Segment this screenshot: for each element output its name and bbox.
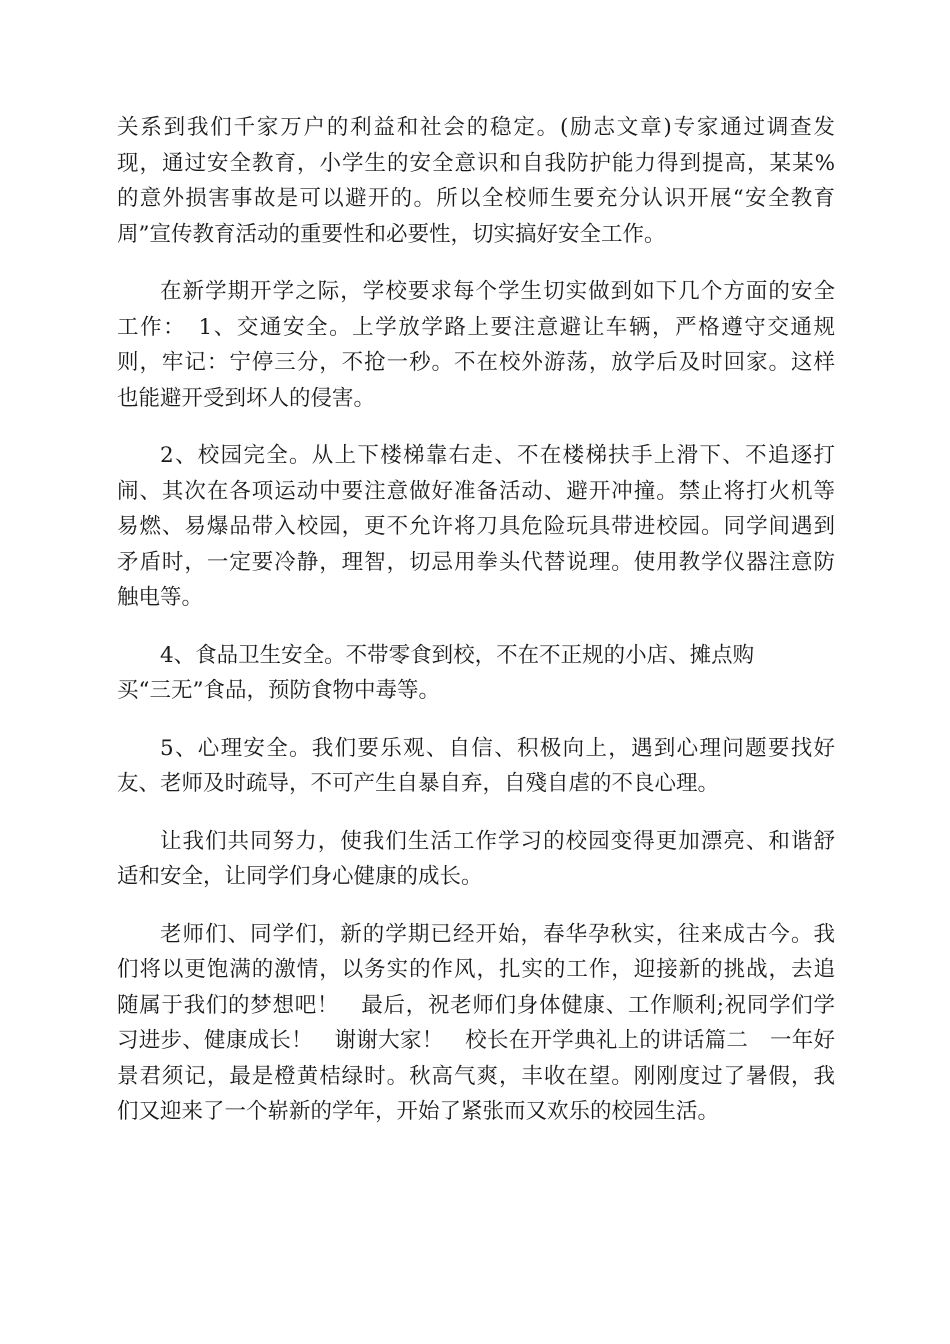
paragraph-common-effort [117, 824, 835, 895]
text-line: 4、食品卫生安全。不带零食到校，不在不正规的小店、摊点购 [160, 642, 755, 668]
text-line: 关系到我们千家万户的利益和社会的稳定。(励志文章)专家通过调查发 [117, 115, 835, 140]
text-line: 的意外损害事故是可以避开的。所以全校师生要充分认识开展“安全教育 [117, 186, 835, 211]
text-line: 适和安全，让同学们身心健康的成长。 [117, 864, 483, 889]
text-line: 习进步、健康成长！ 谢谢大家！ 校长在开学典礼上的讲话篇二 一年好 [117, 1028, 835, 1053]
text-line: 景君须记，最是橙黄桔绿时。秋高气爽，丰收在望。刚刚度过了暑假，我 [117, 1063, 835, 1089]
text-line: 矛盾时，一定要冷静，理智，切忌用拳头代替说理。使用教学仪器注意防 [117, 549, 835, 575]
text-line: 们又迎来了一个崭新的学年，开始了紧张而又欢乐的校园生活。 [117, 1099, 720, 1124]
text-line: 易燃、易爆品带入校园，更不允许将刀具危险玩具带进校园。同学间遇到 [117, 514, 835, 539]
document-body [117, 110, 835, 1152]
text-line: 2、校园完全。从上下楼梯靠右走、不在楼梯扶手上滑下、不追逐打 [160, 443, 835, 468]
paragraph-mental-safety [117, 731, 835, 802]
paragraph-campus-safety [117, 438, 835, 616]
text-line: 工作： 1、交通安全。上学放学路上要注意避让车辆，严格遵守交通规 [117, 314, 835, 340]
text-line: 在新学期开学之际，学校要求每个学生切实做到如下几个方面的安全 [160, 279, 835, 304]
text-line: 触电等。 [117, 585, 204, 610]
text-line: 随属于我们的梦想吧！ 最后，祝老师们身体健康、工作顺利;祝同学们学 [117, 992, 835, 1018]
text-line: 让我们共同努力，使我们生活工作学习的校园变得更加漂亮、和谐舒 [160, 828, 835, 854]
text-line: 5、心理安全。我们要乐观、自信、积极向上，遇到心理问题要找好 [160, 735, 835, 761]
text-line: 友、老师及时疏导，不可产生自暴自弃，自殘自虐的不良心理。 [117, 771, 720, 796]
text-line: 买“三无”食品，预防食物中毒等。 [117, 678, 440, 703]
text-line: 则，牢记：宁停三分，不抢一秒。不在校外游荡，放学后及时回家。这样 [117, 350, 835, 375]
paragraph-closing-remarks [117, 917, 835, 1130]
text-line: 们将以更饱满的激情，以务实的作风，扎实的工作，迎接新的挑战，去追 [117, 957, 835, 982]
text-line: 周”宣传教育活动的重要性和必要性，切实搞好安全工作。 [117, 221, 666, 247]
paragraph-traffic-safety [117, 274, 835, 416]
paragraph-food-safety [117, 638, 835, 709]
text-line: 也能避开受到坏人的侵害。 [117, 385, 376, 411]
paragraph-safety-importance [117, 110, 835, 252]
text-line: 现，通过安全教育，小学生的安全意识和自我防护能力得到提高，某某% [117, 150, 835, 176]
text-line: 老师们、同学们，新的学期已经开始，春华孕秋实，往来成古今。我 [160, 921, 835, 947]
text-line: 闹、其次在各项运动中要注意做好准备活动、避开冲撞。禁止将打火机等 [117, 478, 835, 504]
